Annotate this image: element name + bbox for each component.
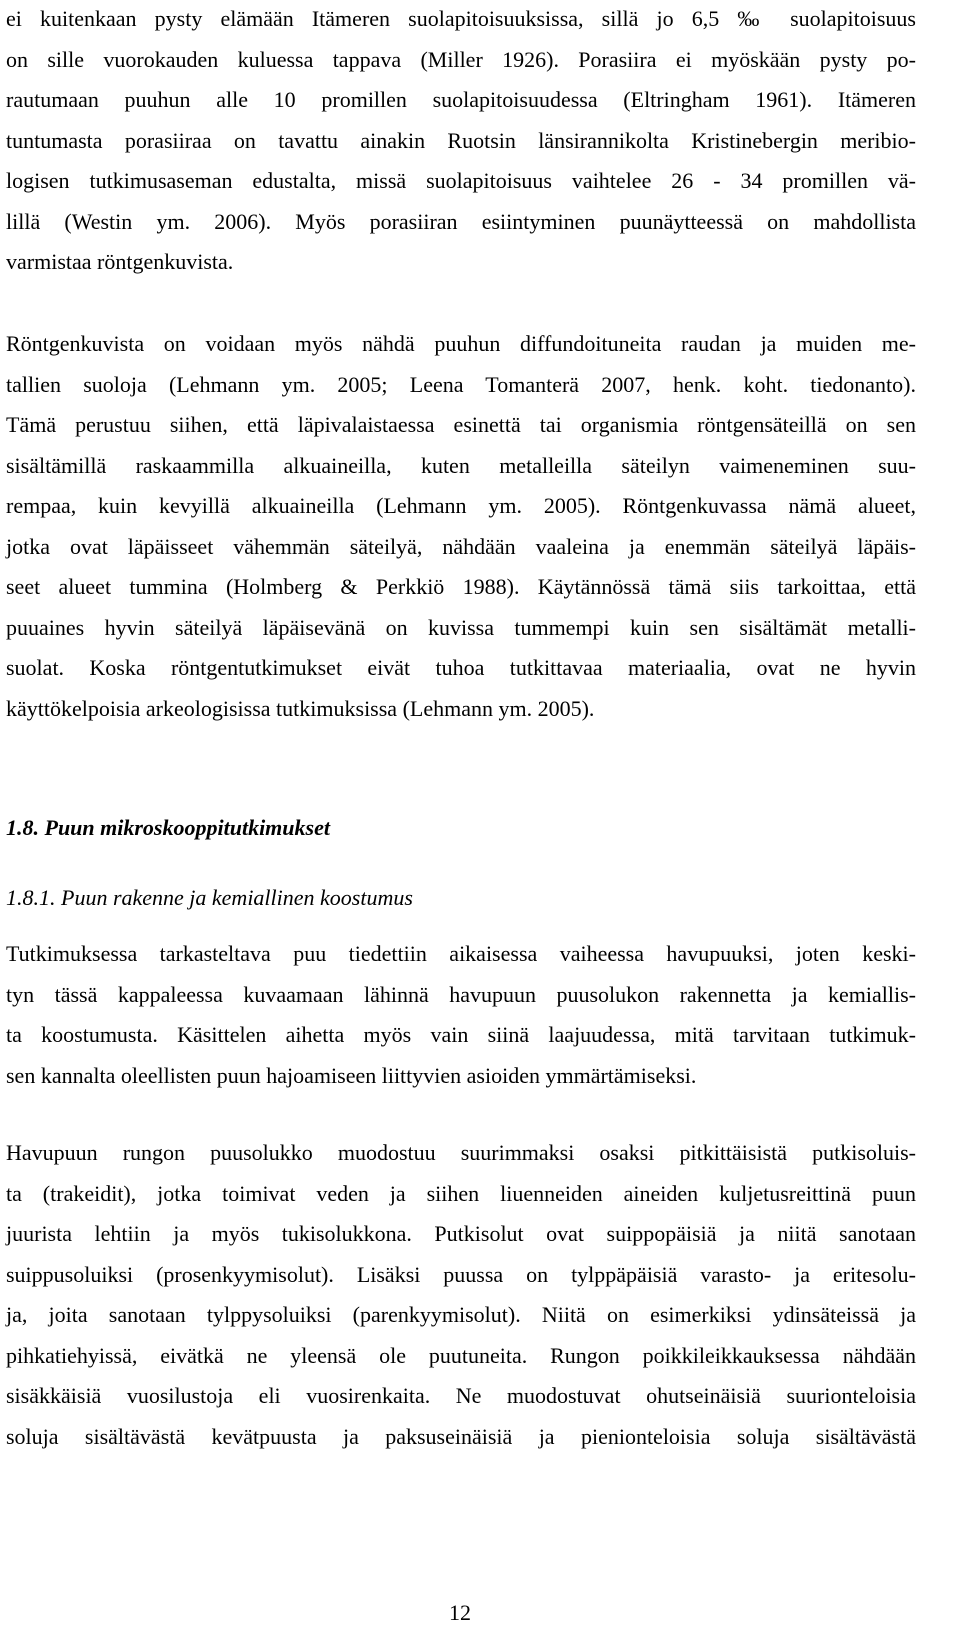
text-line: rempaa, kuin kevyillä alkuaineilla (Lehmann ym. 2005). Röntgenkuvassa nämä alueet, bbox=[6, 493, 916, 518]
text-line: soluja sisältävästä kevätpuusta ja paksuseinäisiä ja pienionteloisia soluja sisältävästä bbox=[6, 1423, 916, 1449]
text-line: ei kuitenkaan pysty elämään Itämeren suolapitoisuuksissa, sillä jo 6,5 ‰ suolapitoisuus bbox=[6, 6, 916, 31]
text-line: lillä (Westin ym. 2006). Myös porasiiran esiintyminen puunäytteessä on mahdollista bbox=[6, 208, 916, 234]
text-line: ta (trakeidit), jotka toimivat veden ja siihen liuenneiden aineiden kuljetusreittinä puun bbox=[6, 1180, 916, 1206]
text-line: puuaines hyvin säteilyä läpäisevänä on kuvissa tummempi kuin sen sisältämät metalli- bbox=[6, 614, 916, 640]
paragraph-tutkimus-puu bbox=[6, 934, 916, 1096]
text-line: sen kannalta oleellisten puun hajoamiseen liittyvien asioiden ymmärtämiseksi. bbox=[6, 1062, 697, 1088]
text-line: tallien suoloja (Lehmann ym. 2005; Leena Tomanterä 2007, henk. koht. tiedonanto). bbox=[6, 371, 916, 397]
paragraph-havupuun-rakenne bbox=[6, 1133, 916, 1457]
text-line: ja, joita sanotaan tylppysoluiksi (parenkyymisolut). Niitä on esimerkiksi ydinsäteissä ja bbox=[6, 1302, 916, 1327]
text-line: Tämä perustuu siihen, että läpivalaistaessa esinettä tai organismia röntgensäteillä on sen bbox=[6, 412, 916, 437]
text-line: käyttökelpoisia arkeologisissa tutkimuksissa (Lehmann ym. 2005). bbox=[6, 695, 595, 721]
paragraph-rontgenkuvat bbox=[6, 324, 916, 729]
text-line: sisältämillä raskaammilla alkuaineilla, kuten metalleilla säteilyn vaimeneminen suu- bbox=[6, 452, 916, 478]
text-line: suolat. Koska röntgentutkimukset eivät tuhoa tutkittavaa materiaalia, ovat ne hyvin bbox=[6, 655, 916, 680]
text-line: tuntumasta porasiiraa on tavattu ainakin Ruotsin länsirannikolta Kristinebergin meribio- bbox=[6, 127, 916, 153]
text-line: sisäkkäisiä vuosilustoja eli vuosirenkaita. Ne muodostuvat ohutseinäisiä suurionteloisia bbox=[6, 1383, 916, 1408]
text-line: tyn tässä kappaleessa kuvaamaan lähinnä havupuun puusolukon rakennetta ja kemiallis- bbox=[6, 981, 916, 1007]
text-line: jotka ovat läpäisseet vähemmän säteilyä, nähdään vaaleina ja enemmän säteilyä läpäis- bbox=[6, 533, 916, 559]
text-line: Havupuun rungon puusolukko muodostuu suurimmaksi osaksi pitkittäisistä putkisoluis- bbox=[6, 1140, 916, 1165]
section-heading: 1.8. Puun mikroskooppitutkimukset bbox=[6, 815, 330, 840]
text-line: Tutkimuksessa tarkasteltava puu tiedettiin aikaisessa vaiheessa havupuuksi, joten keski- bbox=[6, 941, 916, 966]
text-line: logisen tutkimusaseman edustalta, missä suolapitoisuus vaihtelee 26 - 34 promillen vä- bbox=[6, 168, 916, 193]
text-line: rautumaan puuhun alle 10 promillen suolapitoisuudessa (Eltringham 1961). Itämeren bbox=[6, 87, 916, 112]
text-line: pihkatiehyissä, eivätkä ne yleensä ole puutuneita. Rungon poikkileikkauksessa nähdään bbox=[6, 1342, 916, 1368]
text-line: juurista lehtiin ja myös tukisolukkona. Putkisolut ovat suippopäisiä ja niitä sanotaan bbox=[6, 1221, 916, 1246]
text-line: varmistaa röntgenkuvista. bbox=[6, 249, 234, 274]
subsection-heading: 1.8.1. Puun rakenne ja kemiallinen koostumus bbox=[6, 885, 413, 910]
paragraph-porasiira bbox=[6, 0, 916, 283]
page-number: 12 bbox=[449, 1600, 471, 1625]
text-line: suippusoluiksi (prosenkyymisolut). Lisäksi puussa on tylppäpäisiä varasto- ja eritesolu- bbox=[6, 1261, 916, 1287]
text-line: seet alueet tummina (Holmberg & Perkkiö 1988). Käytännössä tämä siis tarkoittaa, että bbox=[6, 574, 916, 599]
text-line: ta koostumusta. Käsittelen aihetta myös vain siinä laajuudessa, mitä tarvitaan tutkimuk- bbox=[6, 1022, 916, 1047]
text-line: Röntgenkuvista on voidaan myös nähdä puuhun diffundoituneita raudan ja muiden me- bbox=[6, 331, 916, 356]
text-line: on sille vuorokauden kuluessa tappava (Miller 1926). Porasiira ei myöskään pysty po- bbox=[6, 46, 916, 72]
